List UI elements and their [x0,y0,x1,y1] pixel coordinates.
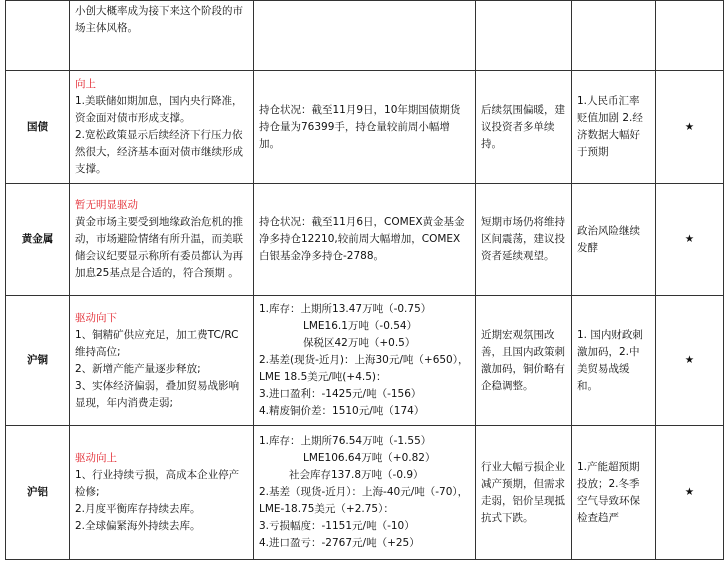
analysis-line: 1、行业持续亏损，高成本企业停产检修; [75,469,240,498]
view-cell: 短期市场仍将维持区间震荡，建议投资者延续观望。 [476,184,572,296]
data-line: 保税区42万吨（+0.5） [303,337,416,349]
driver-headline: 驱动向下 [75,311,117,324]
rating-star-icon: ★ [656,184,724,296]
data-line: 4.进口盈亏：-2767元/吨（+25） [259,537,420,549]
data-line: LME16.1万吨（-0.54） [303,320,418,332]
rating-cell [656,1,724,71]
analysis-line: 2、新增产能产量逐步释放; [75,362,201,375]
table-row-precious-metals [6,184,724,296]
data-cell [254,426,476,560]
risk-cell: 1. 国内财政刺激加码，2.中美贸易战缓和。 [572,296,656,426]
data-line: 社会库存137.8万吨（-0.9） [289,469,424,481]
data-cell [254,71,476,184]
analysis-cell [70,1,254,71]
analysis-cell [70,296,254,426]
analysis-line: 1.美联储如期加息，国内央行降准，资金面对债市形成支撑。 [75,95,243,124]
data-line: 3.进口盈利：-1425元/吨（-156） [259,388,422,400]
analysis-cell [70,426,254,560]
data-cell [254,1,476,71]
analysis-line: 小创大概率成为接下来这个阶段的市场主体风格。 [75,5,243,34]
data-line: 持仓状况：截至11月9日，10年期国债期货持仓量为76399手，持仓量较前周小幅增加。 [259,103,461,150]
analysis-line: 2.宽松政策显示后续经济下行压力依然很大，经济基本面对债市继续形成支撑。 [75,129,243,175]
view-cell: 后续氛围偏暖，建议投资者多单续持。 [476,71,572,184]
data-line: LME106.64万吨（+0.82） [303,452,436,464]
data-line: 2.基差(现货-近月)：上海30元/吨（+650），LME 18.5美元/吨(+4.5)： [259,354,469,383]
risk-cell: 1.产能超预期投放；2.冬季空气导致环保检查趋严 [572,426,656,560]
analysis-line: 2.全球偏紧海外持续去库。 [75,520,201,532]
data-line: 2.基差（现货-近月）：上海-40元/吨（-70），LME-18.75美元（+2.75）： [259,486,469,515]
analysis-cell [70,184,254,296]
analysis-line: 1、铜精矿供应充足，加工费TC/RC维持高位; [75,328,239,358]
row-label: 沪铝 [6,426,70,560]
rating-star-icon: ★ [656,296,724,426]
risk-cell: 政治风险继续发酵 [572,184,656,296]
row-label: 国债 [6,71,70,184]
data-cell [254,184,476,296]
driver-headline: 驱动向上 [75,452,117,464]
row-label: 沪铜 [6,296,70,426]
driver-headline: 向上 [75,78,96,90]
rating-star-icon: ★ [656,71,724,184]
analysis-cell [70,71,254,184]
table-row-copper [6,296,724,426]
data-cell [254,296,476,426]
view-cell: 行业大幅亏损企业减产预期，但需求走弱，铝价呈现抵抗式下跌。 [476,426,572,560]
data-line: 1.库存：上期所13.47万吨（-0.75） [259,303,432,315]
view-cell: 近期宏观氛围改善，且国内政策刺激加码，铜价略有企稳调整。 [476,296,572,426]
table-row-continuation [6,1,724,71]
row-label: 黄金属 [6,184,70,296]
data-line: 持仓状况：截至11月6日，COMEX黄金基金净多持仓12210,较前周大幅增加，COMEX白银基金净多持仓-2788。 [259,216,465,262]
data-line: 4.精废铜价差：1510元/吨（174） [259,405,425,417]
analysis-line: 3、实体经济偏弱，叠加贸易战影响显现，年内消费走弱; [75,379,240,409]
commodity-outlook-table [5,0,724,560]
row-label [6,1,70,71]
risk-cell [572,1,656,71]
table-row-aluminum [6,426,724,560]
rating-star-icon: ★ [656,426,724,560]
analysis-line: 2.月度平衡库存持续去库。 [75,503,201,515]
view-cell [476,1,572,71]
analysis-line: 黄金市场主要受到地缘政治危机的推动，市场避险情绪有所升温，而美联储会议纪要显示称所有委员都认为再加息25基点是合适的，符合预期 。 [75,216,243,279]
driver-headline: 暂无明显驱动 [75,199,138,211]
data-line: 1.库存：上期所76.54万吨（-1.55） [259,435,432,447]
risk-cell: 1.人民币汇率贬值加剧 2.经济数据大幅好于预期 [572,71,656,184]
data-line: 3.亏损幅度：-1151元/吨（-10） [259,520,415,532]
table-row-treasury [6,71,724,184]
